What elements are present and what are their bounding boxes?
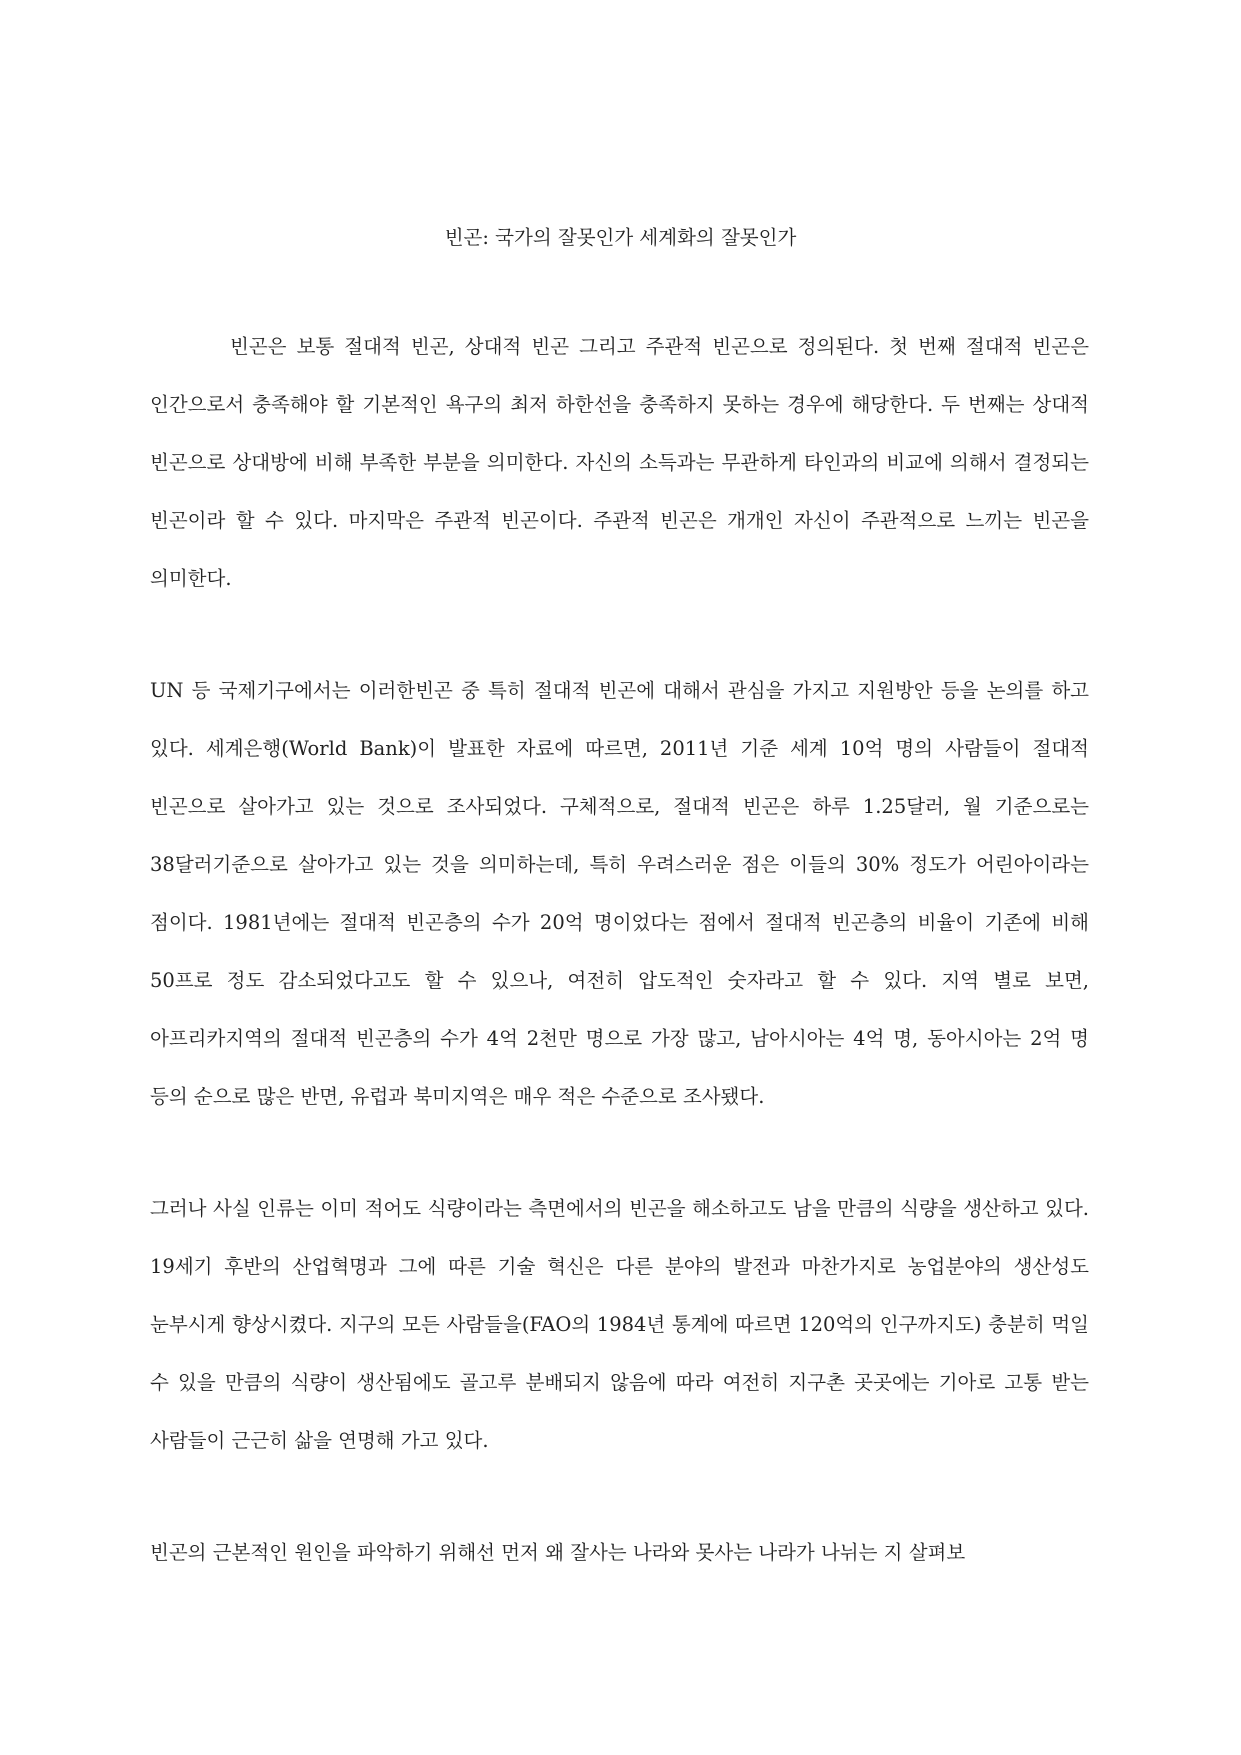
paragraph-root-causes: 빈곤의 근본적인 원인을 파악하기 위해선 먼저 왜 잘사는 나라와 못사는 나라가 나뉘는 지 살펴보 [150,1541,966,1564]
document-body [150,318,1089,1636]
paragraph-food-production: 그러나 사실 인류는 이미 적어도 식량이라는 측면에서의 빈곤을 해소하고도 남을 만큼의 식량을 생산하고 있다. 19세기 후반의 산업혁명과 그에 따른 기술 혁신은 다른 분야의 발전과 마찬가지로 농업분야의 생산성도 눈부시게 향상시켰다. 지구의 모든 사람들을(FAO의 1984년 통계에 따르면 120억의 인구까지도) 충분히 먹일 수 있을 만큼의 식량이 생산됨에도 골고루 분배되지 않음에 따라 여전히 지구촌 곳곳에는 기아로 고통 받는 사람들이 근근히 삶을 연명해 가고 있다. [150,1197,1089,1452]
document-title: 빈곤: 국가의 잘못인가 세계화의 잘못인가 [444,226,797,249]
paragraph-absolute-poverty-statistics: UN 등 국제기구에서는 이러한빈곤 중 특히 절대적 빈곤에 대해서 관심을 가지고 지원방안 등을 논의를 하고 있다. 세계은행(World Bank)이 발표한 자료에 따르면, 2011년 기준 세계 10억 명의 사람들이 절대적 빈곤으로 살아가고 있는 것으로 조사되었다. 구체적으로, 절대적 빈곤은 하루 1.25달러, 월 기준으로는 38달러기준으로 살아가고 있는 것을 의미하는데, 특히 우려스러운 점은 이들의 30% 정도가 어린아이라는 점이다. 1981년에는 절대적 빈곤층의 수가 20억 명이었다는 점에서 절대적 빈곤층의 비율이 기존에 비해 50프로 정도 감소되었다고도 할 수 있으나, 여전히 압도적인 숫자라고 할 수 있다. 지역 별로 보면, 아프리카지역의 절대적 빈곤층의 수가 4억 2천만 명으로 가장 많고, 남아시아는 4억 명, 동아시아는 2억 명 등의 순으로 많은 반면, 유럽과 북미지역은 매우 적은 수준으로 조사됐다. [150,679,1089,1108]
paragraph-definition-of-poverty: 빈곤은 보통 절대적 빈곤, 상대적 빈곤 그리고 주관적 빈곤으로 정의된다. 첫 번째 절대적 빈곤은 인간으로서 충족해야 할 기본적인 욕구의 최저 하한선을 충족하지 못하는 경우에 해당한다. 두 번째는 상대적 빈곤으로 상대방에 비해 부족한 부분을 의미한다. 자신의 소득과는 무관하게 타인과의 비교에 의해서 결정되는 빈곤이라 할 수 있다. 마지막은 주관적 빈곤이다. 주관적 빈곤은 개개인 자신이 주관적으로 느끼는 빈곤을 의미한다. [150,335,1089,590]
